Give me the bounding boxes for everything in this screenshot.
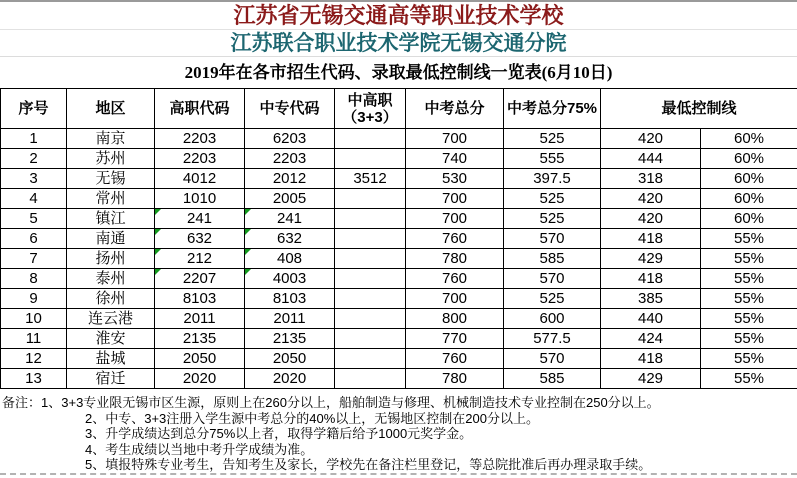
- note-line: 3、升学成绩达到总分75%以上者，取得学籍后给予1000元奖学金。: [85, 426, 473, 441]
- cell-hcode: [155, 209, 245, 229]
- cell-total: 530: [406, 169, 504, 189]
- cell-zcode-value: 2012: [272, 169, 307, 187]
- cell-minline: 418: [601, 229, 701, 249]
- cell-zcode-value: 6203: [272, 129, 307, 147]
- header-cell-total75: 中考总分75%: [504, 89, 601, 129]
- cell-no: 2: [1, 149, 67, 169]
- flag-triangle-icon: [155, 269, 161, 275]
- header-cell-code33: [335, 89, 406, 129]
- cell-code33: [335, 249, 406, 269]
- cell-hcode: [155, 149, 245, 169]
- cell-zcode-value: 8103: [272, 289, 307, 307]
- cell-total75: 525: [504, 129, 601, 149]
- cell-code33: [335, 149, 406, 169]
- table-row: [1, 329, 797, 349]
- cell-zcode-value: 2011: [273, 309, 306, 327]
- flag-triangle-icon: [155, 229, 161, 235]
- cell-hcode: [155, 369, 245, 389]
- cell-total: 760: [406, 269, 504, 289]
- cell-zcode: [245, 289, 335, 309]
- table-body: [1, 129, 797, 389]
- cell-hcode-value: 2203: [182, 149, 217, 167]
- cell-total: 780: [406, 249, 504, 269]
- cell-code33: 3512: [335, 169, 406, 189]
- note-line: 5、填报特殊专业考生，告知考生及家长，学校先在备注栏里登记，等总院批准后再办理录取手续。: [85, 457, 652, 472]
- cell-region: 扬州: [67, 249, 155, 269]
- cell-region: 连云港: [67, 309, 155, 329]
- cell-percent: 55%: [701, 309, 797, 329]
- cell-zcode-value: 2005: [272, 189, 307, 207]
- cell-code33: [335, 329, 406, 349]
- cell-code33: [335, 289, 406, 309]
- cell-zcode: [245, 369, 335, 389]
- cell-hcode-value: 4012: [182, 169, 217, 187]
- cell-hcode-value: 1010: [182, 189, 217, 207]
- cell-hcode-value: 8103: [182, 289, 217, 307]
- header-cell-hcode: 高职代码: [155, 89, 245, 129]
- header-cell-code33-line2: （3+3）: [342, 108, 398, 126]
- cell-hcode-value: 2011: [183, 309, 216, 327]
- cell-hcode-value: 241: [186, 209, 213, 227]
- cell-hcode-value: 2050: [182, 349, 217, 367]
- cell-minline: 424: [601, 329, 701, 349]
- admissions-table: [0, 88, 797, 389]
- school-title: 江苏省无锡交通高等职业技术学校: [0, 0, 797, 30]
- table-row: [1, 229, 797, 249]
- header-cell-minline: 最低控制线: [601, 89, 797, 129]
- cell-minline: 418: [601, 349, 701, 369]
- cell-zcode: [245, 129, 335, 149]
- cell-no: 8: [1, 269, 67, 289]
- header-cell-code33-line1: 中高职: [347, 91, 393, 109]
- cell-hcode: [155, 269, 245, 289]
- cell-zcode-value: 2135: [272, 329, 307, 347]
- notes-label: 备注：: [2, 395, 42, 410]
- cell-zcode: [245, 149, 335, 169]
- table-row: [1, 189, 797, 209]
- cell-zcode: [245, 309, 335, 329]
- table-row: [1, 169, 797, 189]
- cell-hcode: [155, 249, 245, 269]
- cell-percent: 55%: [701, 349, 797, 369]
- table-row: [1, 249, 797, 269]
- cell-total75: 525: [504, 189, 601, 209]
- cell-region: 盐城: [67, 349, 155, 369]
- cell-percent: 60%: [701, 149, 797, 169]
- cell-total: 700: [406, 209, 504, 229]
- table-header-row: [1, 89, 797, 129]
- cell-total75: 555: [504, 149, 601, 169]
- cell-total75: 585: [504, 249, 601, 269]
- cell-region: 徐州: [67, 289, 155, 309]
- cell-zcode: [245, 169, 335, 189]
- flag-triangle-icon: [155, 209, 161, 215]
- cell-minline: 444: [601, 149, 701, 169]
- cell-minline: 429: [601, 249, 701, 269]
- cell-zcode-value: 408: [276, 249, 303, 267]
- table-row: [1, 349, 797, 369]
- cell-zcode-value: 632: [276, 229, 303, 247]
- cell-hcode-value: 212: [186, 249, 213, 267]
- cell-code33: [335, 269, 406, 289]
- cell-no: 7: [1, 249, 67, 269]
- cell-region: 南京: [67, 129, 155, 149]
- cell-zcode-value: 4003: [272, 269, 307, 287]
- cell-no: 11: [1, 329, 67, 349]
- flag-triangle-icon: [245, 229, 251, 235]
- cell-total: 800: [406, 309, 504, 329]
- cell-zcode-value: 2020: [272, 369, 307, 387]
- cell-percent: 60%: [701, 129, 797, 149]
- cell-hcode-value: 2203: [182, 129, 217, 147]
- cell-total75: 577.5: [504, 329, 601, 349]
- cell-total: 770: [406, 329, 504, 349]
- cell-zcode: [245, 229, 335, 249]
- cell-zcode: [245, 349, 335, 369]
- cell-hcode: [155, 129, 245, 149]
- notes-section: [0, 389, 797, 473]
- cell-code33: [335, 189, 406, 209]
- table-row: [1, 289, 797, 309]
- cell-code33: [335, 349, 406, 369]
- cell-minline: 420: [601, 129, 701, 149]
- cell-minline: 420: [601, 189, 701, 209]
- cell-zcode-value: 241: [276, 209, 303, 227]
- table-row: [1, 149, 797, 169]
- cell-code33: [335, 309, 406, 329]
- flag-triangle-icon: [245, 269, 251, 275]
- cell-hcode: [155, 349, 245, 369]
- note-line: [0, 395, 797, 411]
- note-line: 2、中专、3+3注册入学生源中考总分的40%以上，无锡地区控制在200分以上。: [85, 410, 539, 426]
- cell-total75: 585: [504, 369, 601, 389]
- cell-minline: 418: [601, 269, 701, 289]
- cell-region: 泰州: [67, 269, 155, 289]
- cell-total75: 525: [504, 289, 601, 309]
- cell-zcode: [245, 189, 335, 209]
- cell-region: 南通: [67, 229, 155, 249]
- cell-hcode-value: 2135: [182, 329, 217, 347]
- flag-triangle-icon: [245, 209, 251, 215]
- cell-no: 3: [1, 169, 67, 189]
- cell-no: 5: [1, 209, 67, 229]
- flag-triangle-icon: [245, 249, 251, 255]
- cell-code33: [335, 229, 406, 249]
- cell-minline: 429: [601, 369, 701, 389]
- cell-zcode: [245, 209, 335, 229]
- cell-total: 700: [406, 289, 504, 309]
- cell-region: 常州: [67, 189, 155, 209]
- cell-minline: 385: [601, 289, 701, 309]
- cell-total75: 525: [504, 209, 601, 229]
- cell-total: 780: [406, 369, 504, 389]
- cell-zcode: [245, 329, 335, 349]
- header-cell-region: 地区: [67, 89, 155, 129]
- cell-total: 700: [406, 189, 504, 209]
- cell-no: 4: [1, 189, 67, 209]
- cell-no: 13: [1, 369, 67, 389]
- branch-title: 江苏联合职业技术学院无锡交通分院: [0, 30, 797, 57]
- cell-total: 760: [406, 349, 504, 369]
- cell-region: 淮安: [67, 329, 155, 349]
- cell-code33: [335, 369, 406, 389]
- table-row: [1, 129, 797, 149]
- cell-no: 9: [1, 289, 67, 309]
- table-row: [1, 369, 797, 389]
- cell-hcode: [155, 329, 245, 349]
- cell-hcode: [155, 229, 245, 249]
- cell-hcode: [155, 189, 245, 209]
- cell-hcode: [155, 169, 245, 189]
- cell-percent: 60%: [701, 209, 797, 229]
- cell-hcode-value: 2020: [182, 369, 217, 387]
- cell-zcode-value: 2050: [272, 349, 307, 367]
- cell-no: 1: [1, 129, 67, 149]
- cell-hcode: [155, 309, 245, 329]
- cell-percent: 55%: [701, 329, 797, 349]
- note-text: 1、3+3专业限无锡市区生源，原则上在260分以上，船舶制造与修理、机械制造技术专业控制在250分以上。: [41, 395, 660, 410]
- cell-no: 10: [1, 309, 67, 329]
- cell-total75: 570: [504, 349, 601, 369]
- cell-total75: 397.5: [504, 169, 601, 189]
- cell-hcode-value: 632: [186, 229, 213, 247]
- cell-no: 12: [1, 349, 67, 369]
- cell-zcode: [245, 269, 335, 289]
- cell-percent: 55%: [701, 249, 797, 269]
- flag-triangle-icon: [155, 249, 161, 255]
- table-row: [1, 269, 797, 289]
- cell-minline: 420: [601, 209, 701, 229]
- cell-total75: 570: [504, 269, 601, 289]
- cell-percent: 55%: [701, 269, 797, 289]
- cell-percent: 60%: [701, 189, 797, 209]
- cell-total: 760: [406, 229, 504, 249]
- cell-total: 740: [406, 149, 504, 169]
- cell-hcode: [155, 289, 245, 309]
- note-line: 4、考生成绩以当地中考升学成绩为准。: [85, 441, 314, 457]
- cell-region: 苏州: [67, 149, 155, 169]
- page-break-dashed-line: [0, 473, 797, 475]
- cell-percent: 55%: [701, 369, 797, 389]
- cell-zcode-value: 2203: [272, 149, 307, 167]
- cell-region: 无锡: [67, 169, 155, 189]
- cell-percent: 60%: [701, 169, 797, 189]
- table-row: [1, 209, 797, 229]
- header-cell-no: 序号: [1, 89, 67, 129]
- cell-code33: [335, 209, 406, 229]
- header-cell-zcode: 中专代码: [245, 89, 335, 129]
- cell-minline: 318: [601, 169, 701, 189]
- table-row: [1, 309, 797, 329]
- cell-no: 6: [1, 229, 67, 249]
- cell-minline: 440: [601, 309, 701, 329]
- cell-code33: [335, 129, 406, 149]
- cell-percent: 55%: [701, 289, 797, 309]
- cell-total: 700: [406, 129, 504, 149]
- cell-region: 宿迁: [67, 369, 155, 389]
- cell-percent: 55%: [701, 229, 797, 249]
- header-cell-total: 中考总分: [406, 89, 504, 129]
- table-title: 2019年在各市招生代码、录取最低控制线一览表(6月10日): [184, 63, 613, 82]
- cell-hcode-value: 2207: [182, 269, 217, 287]
- cell-zcode: [245, 249, 335, 269]
- cell-total75: 600: [504, 309, 601, 329]
- cell-total75: 570: [504, 229, 601, 249]
- cell-region: 镇江: [67, 209, 155, 229]
